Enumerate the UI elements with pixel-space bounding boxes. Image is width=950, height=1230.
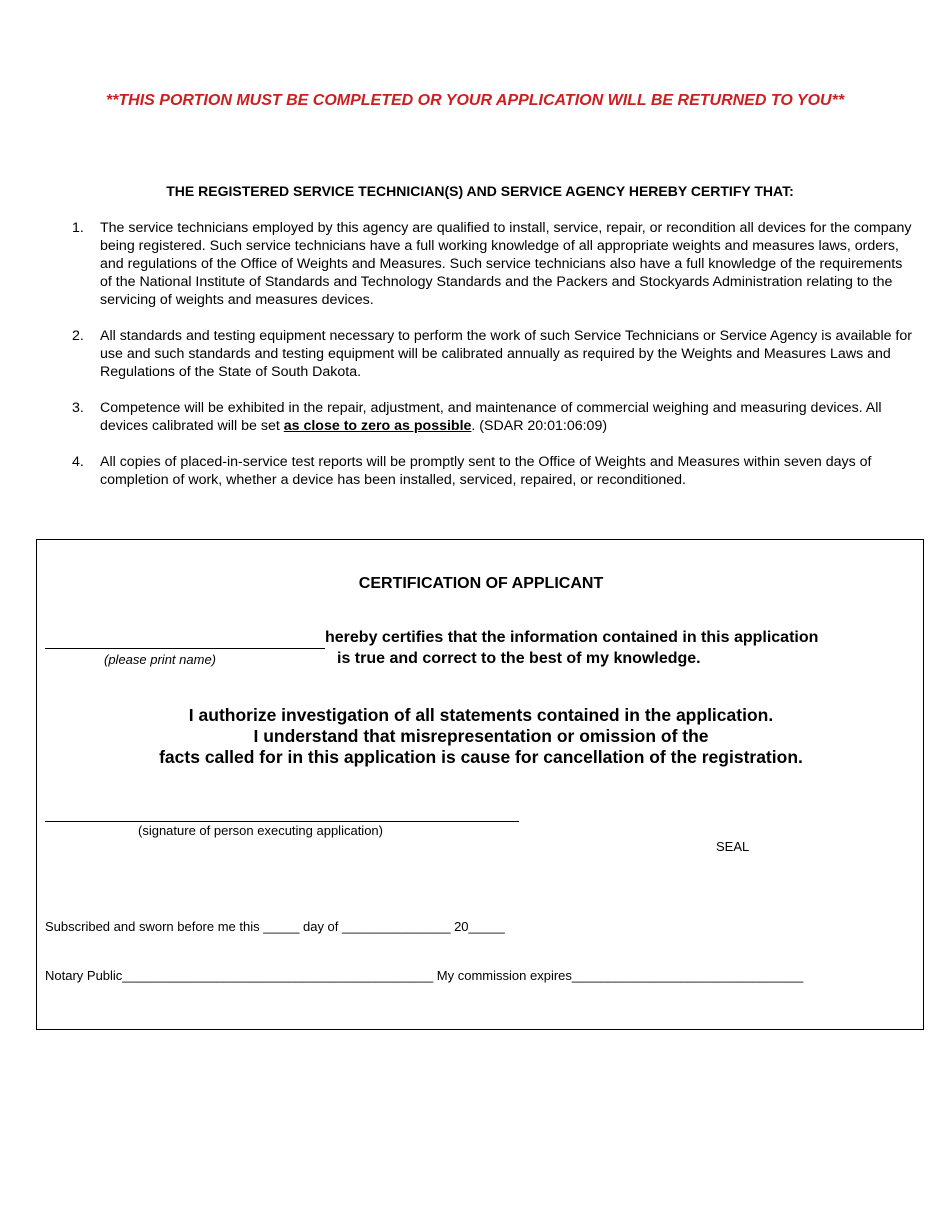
list-item (68, 219, 913, 309)
item-text: The service technicians employed by this agency are qualified to install, service, repair, or recondition all devices for the company being registered. Such service technicians have a full working knowledge of all appropriate weights and measures laws, orders, and regulations of the Office of Weights and Measures. Such service technicians also have a full knowledge of the requirements of the National Institute of Standards and Technology Standards and the Packers and Stockyards Administration relating to the servicing of weights and measures devices. (100, 220, 912, 308)
signature-label: (signature of person executing application) (138, 823, 383, 838)
item-number: 4. (72, 454, 84, 470)
subscribed-sworn-line[interactable]: Subscribed and sworn before me this _____ day of _______________ 20_____ (45, 919, 505, 934)
item-text: All standards and testing equipment necessary to perform the work of such Service Technicians or Service Agency is available for use and such standards and testing equipment will be calibrated annually as required by the Weights and Measures Laws and Regulations of the State of South Dakota. (100, 328, 912, 380)
certification-of-applicant-box (36, 539, 924, 1030)
notary-public-line[interactable]: Notary Public___________________________________________ My commission expires________________________________ (45, 968, 804, 983)
required-warning-banner: **THIS PORTION MUST BE COMPLETED OR YOUR APPLICATION WILL BE RETURNED TO YOU** (105, 92, 845, 109)
item-text: All copies of placed-in-service test reports will be promptly sent to the Office of Weights and Measures within seven days of completion of work, whether a device has been installed, serviced, repaired, or reconditioned. (100, 454, 872, 488)
print-name-label: (please print name) (104, 652, 216, 667)
certifies-statement-line-2: is true and correct to the best of my knowledge. (337, 650, 701, 667)
certification-title: CERTIFICATION OF APPLICANT (358, 575, 604, 592)
certifies-statement-line-1: hereby certifies that the information contained in this application (325, 629, 819, 646)
authorization-statement (37, 705, 925, 768)
item-number: 1. (72, 220, 84, 236)
item-text-after: . (SDAR 20:01:06:09) (471, 418, 608, 434)
list-item (68, 453, 913, 489)
authorization-line: I authorize investigation of all statements contained in the application. (188, 705, 774, 725)
item-text-before: Competence will be exhibited in the repair, adjustment, and maintenance of commercial weighing and measuring devices. All devices calibrated will be set (100, 400, 882, 434)
item-number: 2. (72, 328, 84, 344)
item-text-emphasis: as close to zero as possible (283, 418, 472, 434)
signature-field[interactable] (45, 808, 519, 822)
authorization-line: I understand that misrepresentation or omission of the (253, 726, 709, 746)
item-text (100, 400, 882, 434)
certify-heading: THE REGISTERED SERVICE TECHNICIAN(S) AND SERVICE AGENCY HEREBY CERTIFY THAT: (166, 183, 794, 199)
item-number: 3. (72, 400, 84, 416)
seal-label: SEAL (716, 839, 750, 854)
certification-items-list (68, 219, 913, 507)
authorization-line: facts called for in this application is cause for cancellation of the registration. (159, 747, 803, 767)
list-item (68, 399, 913, 435)
applicant-name-field[interactable] (45, 631, 325, 649)
list-item (68, 327, 913, 381)
